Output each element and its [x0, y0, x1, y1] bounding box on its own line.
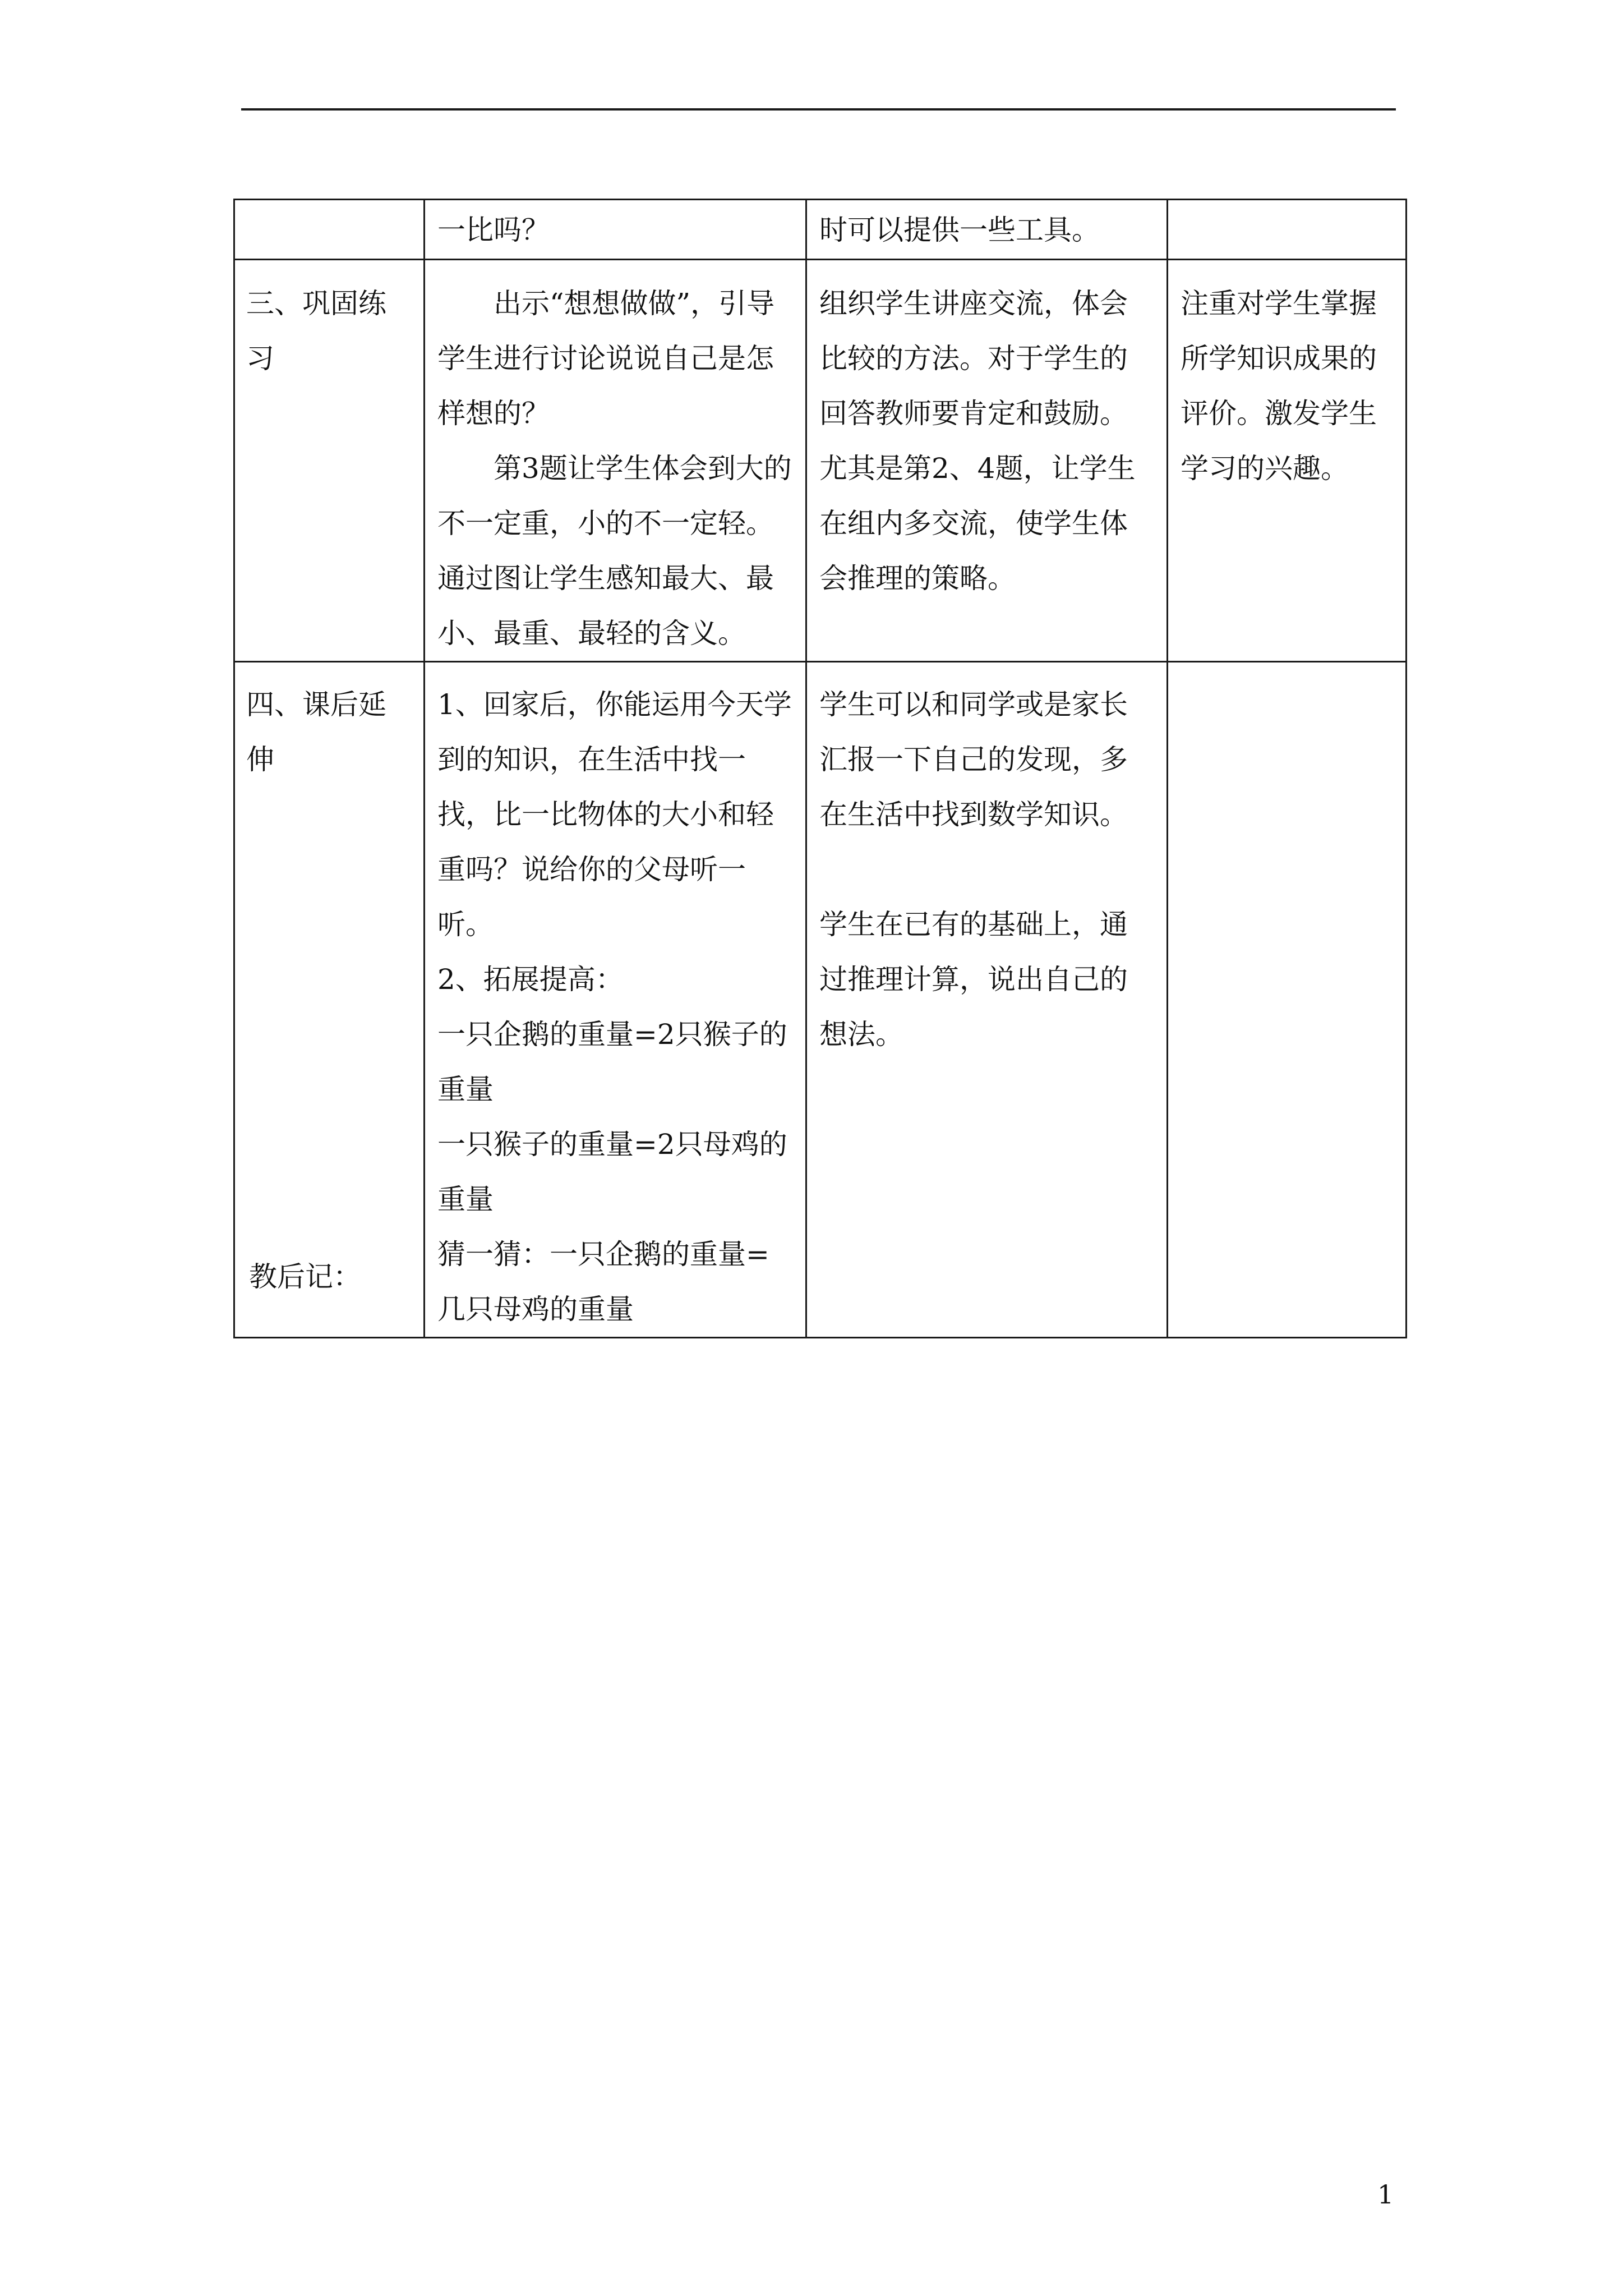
student-activity-cell: [806, 662, 1168, 1338]
student-activity-paragraph: 学生可以和同学或是家长汇报一下自己的发现，多在生活中找到数学知识。: [819, 688, 1128, 831]
header-rule: [241, 108, 1396, 111]
design-intent-cell: [1168, 260, 1407, 662]
teacher-activity-cell: [425, 260, 806, 662]
stage-cell: 三、巩固练习: [234, 260, 425, 662]
teacher-activity-paragraph: 第3题让学生体会到大的不一定重，小的不一定轻。: [437, 452, 792, 540]
page-number: 1: [1377, 2179, 1394, 2210]
design-intent-cell: [1168, 200, 1407, 260]
student-activity-paragraph: 学生在已有的基础上，通过推理计算，说出自己的想法。: [819, 908, 1128, 1051]
teacher-activity-paragraph: 猜一猜：一只企鹅的重量=几只母鸡的重量: [437, 1238, 769, 1326]
teacher-activity-paragraph: 2、拓展提高：: [437, 963, 624, 996]
teacher-activity-cell: [425, 200, 806, 260]
design-intent-text: 注重对学生掌握所学知识成果的评价。激发学生学习的兴趣。: [1181, 287, 1377, 485]
stage-cell: 四、课后延伸: [234, 662, 425, 1338]
table-row-continued: [234, 200, 1407, 260]
teacher-activity-text: 一比吗？: [437, 214, 550, 246]
student-activity-cell: [806, 200, 1168, 260]
afterword-label: 教后记：: [249, 1260, 361, 1293]
table-row-extension: [234, 662, 1407, 1338]
student-activity-cell: [806, 260, 1168, 662]
student-activity-paragraph: 组织学生讲座交流，体会比较的方法。对于学生的回答教师要肯定和鼓励。尤其是第2、4题，让学生在组内多交流，使学生体会推理的策略。: [819, 287, 1136, 595]
lesson-plan-table: [233, 199, 1407, 1338]
teacher-activity-paragraph: 1、回家后，你能运用今天学到的知识，在生活中找一找，比一比物体的大小和轻重吗？说给你的父母听一听。: [437, 688, 792, 941]
design-intent-cell: [1168, 662, 1407, 1338]
teacher-activity-cell: [425, 662, 806, 1338]
student-activity-text: 时可以提供一些工具。: [819, 214, 1100, 246]
stage-cell: [234, 200, 425, 260]
table-row-consolidation: [234, 260, 1407, 662]
teacher-activity-paragraph: 一只猴子的重量=2只母鸡的重量: [437, 1128, 787, 1216]
teacher-activity-paragraph: 出示“想想做做”，引导学生进行讨论说说自己是怎样想的？: [437, 287, 775, 430]
paragraph-gap: [819, 842, 1154, 897]
teacher-activity-paragraph: 一只企鹅的重量=2只猴子的重量: [437, 1018, 787, 1106]
teacher-activity-paragraph: 通过图让学生感知最大、最小、最重、最轻的含义。: [437, 562, 774, 650]
